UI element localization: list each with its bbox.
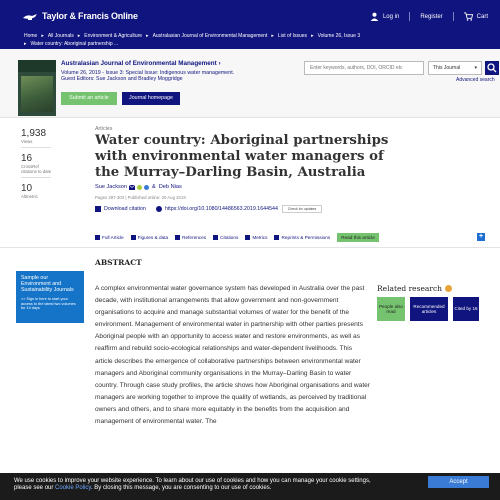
advanced-search-link[interactable]: Advanced search <box>456 77 495 83</box>
journal-cover-image[interactable] <box>18 60 56 116</box>
orcid-icon[interactable] <box>137 185 142 190</box>
article-metrics <box>21 128 81 204</box>
journal-header <box>0 49 500 118</box>
crumb-separator: ▸ <box>146 33 149 39</box>
pages-published: Pages 287-303 | Published online: 20 Aug 2019 <box>95 195 186 200</box>
tab-divider <box>0 247 500 248</box>
search-scope-select[interactable]: This Journal ▾ <box>428 61 482 75</box>
article-type: Articles <box>95 126 113 132</box>
tandf-logo[interactable] <box>22 11 138 21</box>
metric-crossref: 16 CrossRef citations to date <box>21 153 81 178</box>
download-citation-link[interactable]: Download citation <box>95 206 146 212</box>
metric-altmetric[interactable]: 10 Altmetric <box>21 183 38 199</box>
editors-line: Guest Editors: Sue Jackson and Bradley Moggridge <box>61 76 183 83</box>
related-research-heading: Related research <box>377 284 452 293</box>
logo-text: Taylor & Francis Online <box>42 11 138 21</box>
abstract-heading: ABSTRACT <box>95 258 142 267</box>
promo-title: Sample our Environment and Sustainability Journals <box>21 275 74 293</box>
share-plus-button[interactable]: + <box>478 233 484 240</box>
divider <box>453 12 454 21</box>
abstract-text: A complex environmental water governance system has developed in Australia over the past decade, with institutional arrangements that allow government and non-government organisations to acquire and manage substantial volumes of water for the benefit of the environment. Management of environmental water in partnership with other parties presents Aboriginal people with an opportunity to access water and restore environments, as well as reaffirm and rebuild socio-ecological relationships and water-dependent livelihoods. This article describes the emergence of collaborative partnerships between environmental water managers and Aboriginal community organisations in the Murray–Darling Basin to water country. Through case study profiles, the article shows how Aboriginal organisations and water managers are working together to improve the quality of wetlands, as perceived by traditional owners and others, and to share more equitably in the benefits from the acquisition and management of environmental water. The <box>95 285 371 426</box>
tab-citations[interactable]: Citations <box>213 235 238 240</box>
metric-views: 1,938 Views <box>21 128 81 148</box>
author-link[interactable]: Sue Jackson <box>95 184 128 190</box>
cookie-text-line1: We use cookies to improve your website experience. To learn about our use of cookies and how you can manage your cookie settings, <box>14 478 371 484</box>
lamp-logo-icon <box>22 11 38 21</box>
tab-people-also-read[interactable]: People also read <box>377 297 405 321</box>
article-tabs <box>95 233 386 242</box>
tab-full-article[interactable]: Full Article <box>95 235 124 240</box>
cart-link[interactable] <box>464 12 488 21</box>
link-icon <box>156 206 162 212</box>
check-for-updates-badge[interactable]: Check for updates <box>282 205 322 213</box>
promo-subtitle[interactable]: >> Sign in here to start your access to the latest two volumes for 14 days <box>21 297 76 310</box>
crumb-issues[interactable]: List of Issues <box>277 33 308 39</box>
accept-cookies-button[interactable]: Accept <box>428 476 489 488</box>
register-link[interactable] <box>420 14 442 20</box>
submit-article-button[interactable]: Submit an article <box>61 92 117 105</box>
tab-references[interactable]: References <box>175 235 206 240</box>
top-bar <box>0 0 500 33</box>
chevron-down-icon: ▾ <box>474 65 477 71</box>
article-title: Water country: Aboriginal partnerships with environmental water managers of the Murray–Darling Basin, Australia <box>95 133 389 180</box>
crumb-all-journals[interactable]: All Journals <box>47 33 74 39</box>
doi-link[interactable]: https://doi.org/10.1080/14486563.2019.1644544 <box>156 206 278 212</box>
cookie-text-line2: please see our Cookie Policy. By closing this message, you are consenting to our use of cookies. <box>14 485 272 491</box>
cart-label: Cart <box>476 13 488 20</box>
crumb-subject[interactable]: Environment & Agriculture <box>84 33 143 39</box>
author-info-icon[interactable] <box>144 185 149 190</box>
crumb-separator: ▸ <box>41 33 44 39</box>
search-icon <box>485 61 499 75</box>
crumb-separator: ▸ <box>77 33 81 39</box>
tab-reprints[interactable]: Reprints & Permissions <box>274 235 330 240</box>
crumb-separator: ▸ <box>24 40 27 47</box>
download-icon <box>95 206 101 212</box>
image-icon <box>131 235 136 240</box>
divider <box>409 12 410 21</box>
sample-journals-promo[interactable] <box>16 271 84 323</box>
citation-icon <box>213 235 218 240</box>
email-icon[interactable] <box>129 185 135 190</box>
printer-icon <box>274 235 279 240</box>
volume-line: Volume 26, 2019 - Issue 3: Special Issue: Indigenous water management. <box>61 70 235 76</box>
author-list <box>95 184 182 190</box>
cookie-banner <box>0 473 500 500</box>
crumb-current: Water country: Aboriginal partnership ... <box>30 40 119 47</box>
search-button[interactable] <box>485 61 499 75</box>
breadcrumb <box>0 33 500 49</box>
journal-title-link[interactable]: Australasian Journal of Environmental Management › <box>61 60 221 67</box>
crumb-volume[interactable]: Volume 26, Issue 3 <box>317 33 361 39</box>
journal-homepage-button[interactable]: Journal homepage <box>122 92 180 105</box>
related-research-tabs <box>377 297 484 321</box>
tab-figures[interactable]: Figures & data <box>131 235 169 240</box>
user-icon <box>370 12 379 21</box>
cookie-policy-link[interactable]: Cookie Policy <box>55 485 91 491</box>
login-link[interactable] <box>370 12 399 21</box>
bar-chart-icon <box>245 235 250 240</box>
register-label: Register <box>420 13 443 20</box>
author-link[interactable]: Deb Nias <box>158 184 182 190</box>
crumb-separator: ▸ <box>311 33 314 39</box>
login-label: Log in <box>382 13 400 20</box>
quote-icon <box>175 235 180 240</box>
tab-cited-by[interactable]: Cited by 16 <box>453 297 479 321</box>
info-icon[interactable] <box>445 285 452 292</box>
journal-issue-info <box>61 70 234 82</box>
cart-icon <box>464 12 473 21</box>
crumb-journal[interactable]: Australasian Journal of Environmental Management <box>152 33 268 39</box>
read-article-button[interactable]: Read this article <box>337 233 379 242</box>
crumb-home[interactable]: Home <box>24 33 38 39</box>
tab-recommended-articles[interactable]: Recommended articles <box>410 297 448 321</box>
tab-metrics[interactable]: Metrics <box>245 235 267 240</box>
search-input[interactable] <box>304 61 424 75</box>
crumb-separator: ▸ <box>271 33 274 39</box>
document-icon <box>95 235 100 240</box>
author-separator: & <box>152 184 156 190</box>
